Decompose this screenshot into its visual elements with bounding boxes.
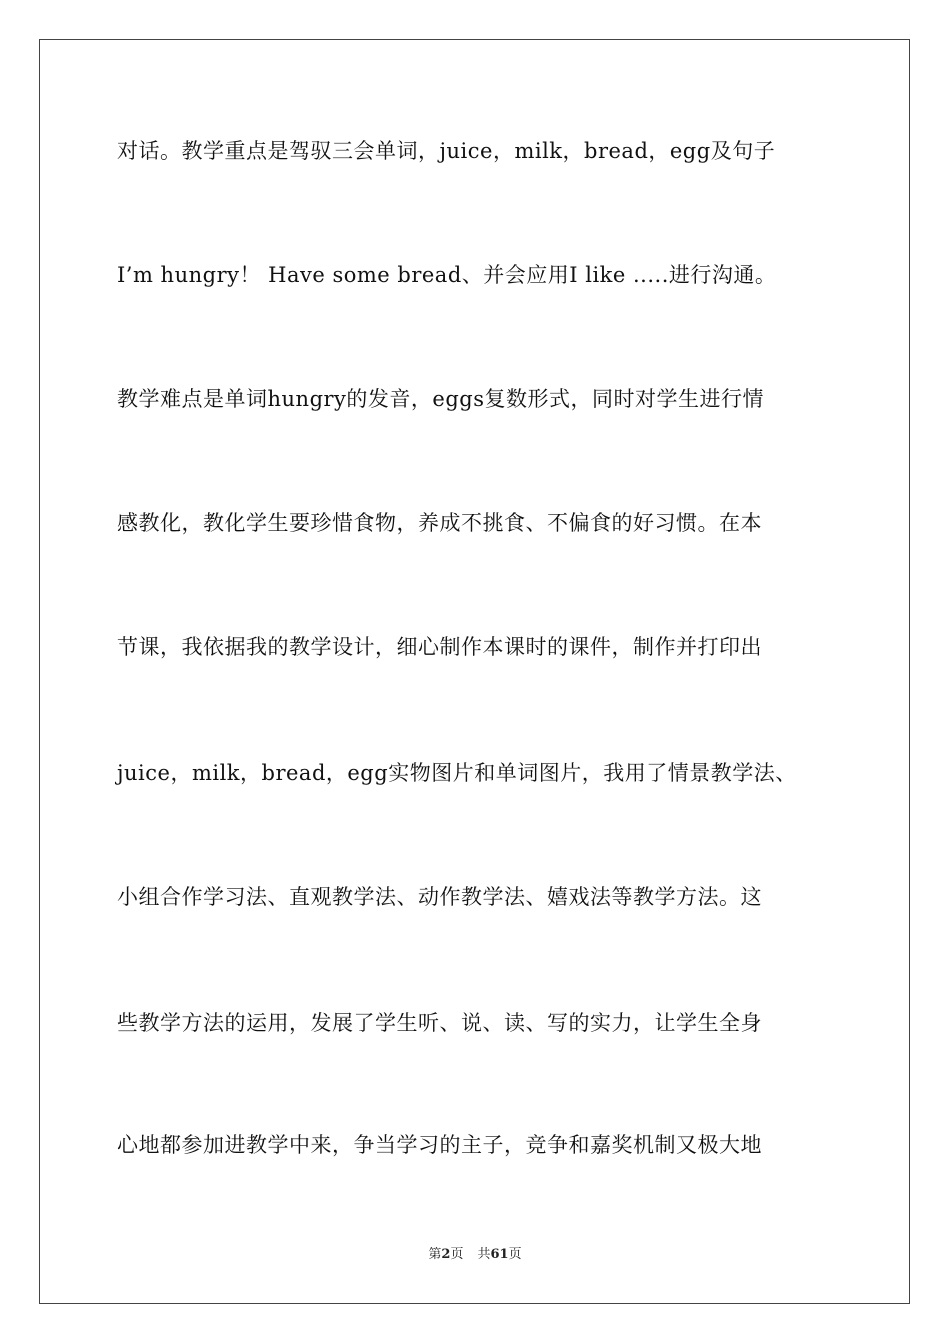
page-number: 2 xyxy=(441,1247,451,1262)
total-suffix: 页 xyxy=(508,1247,522,1262)
page-prefix: 第 xyxy=(428,1247,442,1262)
total-pages: 61 xyxy=(490,1247,509,1262)
page-footer xyxy=(0,1245,950,1265)
page-border xyxy=(39,39,910,1304)
body-text-line-1: 对话。教学重点是驾驭三会单词，juice，milk，bread，egg及句子 xyxy=(117,139,776,163)
body-text-line-2: I’m hungry！ Have some bread、并会应用I like .....进行沟通。 xyxy=(117,263,777,287)
body-text-line-6: juice，milk，bread，egg实物图片和单词图片，我用了情景教学法、 xyxy=(117,761,797,785)
body-text-line-7: 小组合作学习法、直观教学法、动作教学法、嬉戏法等教学方法。这 xyxy=(117,885,762,909)
body-text-line-5: 节课，我依据我的教学设计，细心制作本课时的课件，制作并打印出 xyxy=(117,635,762,659)
body-text-line-3: 教学难点是单词hungry的发音，eggs复数形式，同时对学生进行情 xyxy=(117,387,765,411)
body-text-line-9: 心地都参加进教学中来，争当学习的主子，竞争和嘉奖机制又极大地 xyxy=(117,1133,762,1157)
total-prefix: 共 xyxy=(477,1247,491,1262)
body-text-line-4: 感教化，教化学生要珍惜食物，养成不挑食、不偏食的好习惯。在本 xyxy=(117,511,762,535)
page-suffix: 页 xyxy=(450,1247,464,1262)
body-text-line-8: 些教学方法的运用，发展了学生听、说、读、写的实力，让学生全身 xyxy=(117,1011,762,1035)
